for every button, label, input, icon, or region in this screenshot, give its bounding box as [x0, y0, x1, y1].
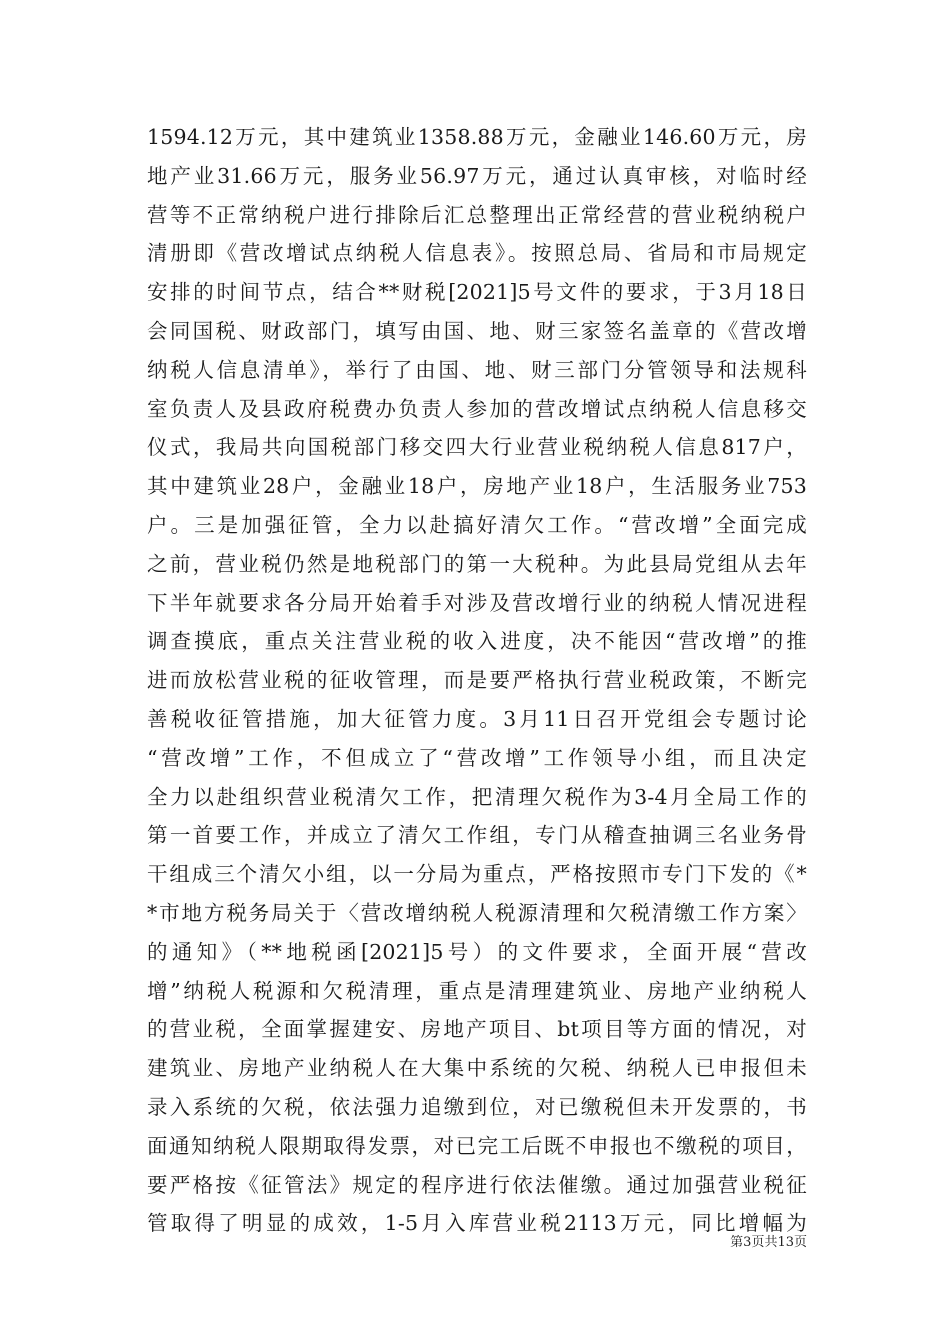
text-line: 下半年就要求各分局开始着手对涉及营改增行业的纳税人情况进程 [147, 590, 807, 615]
text-line: 的通知》（**地税函[2021]5号）的文件要求，全面开展“营改 [147, 939, 807, 964]
text-line: 安排的时间节点，结合**财税[2021]5号文件的要求，于3月18日 [147, 280, 807, 305]
text-line: 清册即《营改增试点纳税人信息表》。按照总局、省局和市局规定 [147, 241, 807, 266]
text-line: 之前，营业税仍然是地税部门的第一大税种。为此县局党组从去年 [147, 551, 807, 576]
page-footer [0, 1233, 950, 1253]
text-line: 户。三是加强征管，全力以赴搞好清欠工作。“营改增”全面完成 [147, 512, 807, 537]
text-line: 纳税人信息清单》，举行了由国、地、财三部门分管领导和法规科 [147, 357, 807, 382]
text-line: 会同国税、财政部门，填写由国、地、财三家签名盖章的《营改增 [147, 318, 807, 343]
text-line: 进而放松营业税的征收管理，而是要严格执行营业税政策，不断完 [147, 668, 807, 693]
text-line: 增”纳税人税源和欠税清理，重点是清理建筑业、房地产业纳税人 [147, 978, 807, 1003]
text-line: 的营业税，全面掌握建安、房地产项目、bt项目等方面的情况，对 [147, 1017, 807, 1042]
body-text [147, 118, 807, 1243]
text-line: *市地方税务局关于〈营改增纳税人税源清理和欠税清缴工作方案〉 [147, 900, 807, 925]
text-line: 建筑业、房地产业纳税人在大集中系统的欠税、纳税人已申报但未 [147, 1056, 807, 1081]
text-line: 面通知纳税人限期取得发票，对已完工后既不申报也不缴税的项目， [147, 1133, 807, 1158]
text-line: 管取得了明显的成效，1-5月入库营业税2113万元，同比增幅为 [147, 1211, 807, 1236]
text-line: 营等不正常纳税户进行排除后汇总整理出正常经营的营业税纳税户 [147, 202, 807, 227]
text-line: 其中建筑业28户，金融业18户，房地产业18户，生活服务业753 [147, 474, 807, 499]
text-line: 室负责人及县政府税费办负责人参加的营改增试点纳税人信息移交 [147, 396, 807, 421]
text-line: 善税收征管措施，加大征管力度。3月11日召开党组会专题讨论 [147, 706, 807, 731]
text-line: 干组成三个清欠小组，以一分局为重点，严格按照市专门下发的《* [147, 862, 807, 887]
text-line: 要严格按《征管法》规定的程序进行依法催缴。通过加强营业税征 [147, 1172, 807, 1197]
text-line: 地产业31.66万元，服务业56.97万元，通过认真审核，对临时经 [147, 163, 807, 188]
text-line: 调查摸底，重点关注营业税的收入进度，决不能因“营改增”的推 [147, 629, 807, 654]
text-line: 1594.12万元，其中建筑业1358.88万元，金融业146.60万元，房 [147, 125, 807, 149]
text-line: 录入系统的欠税，依法强力追缴到位，对已缴税但未开发票的，书 [147, 1094, 807, 1119]
text-line: 仪式，我局共向国税部门移交四大行业营业税纳税人信息817户， [147, 435, 807, 460]
text-line: 第一首要工作，并成立了清欠工作组，专门从稽查抽调三名业务骨 [147, 823, 807, 848]
text-line: “营改增”工作，不但成立了“营改增”工作领导小组，而且决定 [147, 745, 807, 770]
page-number: 第3页共13页 [730, 1235, 807, 1250]
text-line: 全力以赴组织营业税清欠工作，把清理欠税作为3-4月全局工作的 [147, 784, 807, 809]
